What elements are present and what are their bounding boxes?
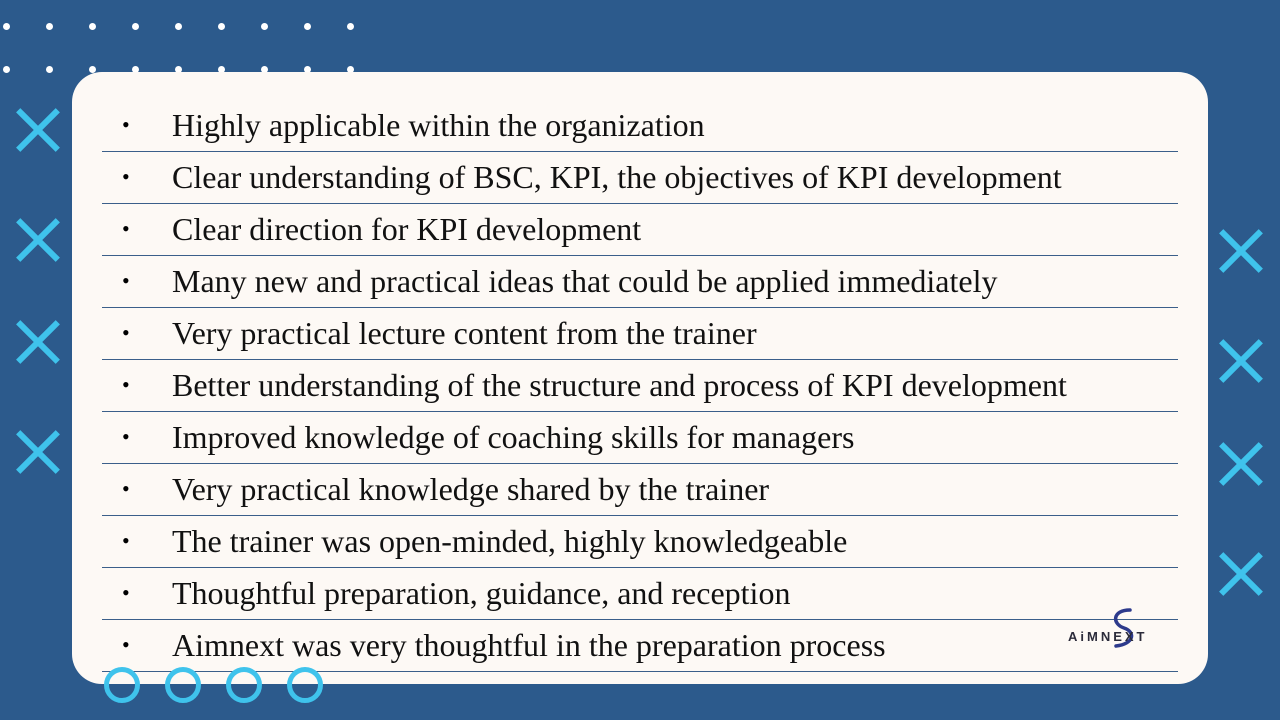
dot-decoration <box>132 23 139 30</box>
list-item-text: Clear direction for KPI development <box>172 211 642 247</box>
list-item-text: Improved knowledge of coaching skills for managers <box>172 419 855 455</box>
bullet-icon: • <box>122 528 130 553</box>
bullet-icon: • <box>122 632 130 657</box>
list-item <box>102 100 1178 152</box>
list-item-text: Clear understanding of BSC, KPI, the objectives of KPI development <box>172 159 1062 195</box>
list-item <box>102 568 1178 620</box>
bullet-icon: • <box>122 268 130 293</box>
circle-icon <box>226 667 262 703</box>
list-item-text: Highly applicable within the organization <box>172 107 705 143</box>
circle-icon <box>104 667 140 703</box>
list-item <box>102 152 1178 204</box>
x-mark-icon <box>15 107 61 153</box>
x-mark-icon <box>15 217 61 263</box>
dot-decoration <box>304 23 311 30</box>
dot-decoration <box>347 23 354 30</box>
list-item <box>102 516 1178 568</box>
dot-decoration <box>46 66 53 73</box>
x-mark-icon <box>1218 228 1264 274</box>
list-item <box>102 256 1178 308</box>
x-mark-icon <box>1218 551 1264 597</box>
list-item-text: Very practical knowledge shared by the trainer <box>172 471 770 507</box>
dot-decoration <box>3 23 10 30</box>
dot-decoration <box>175 23 182 30</box>
aimnext-logo <box>1068 606 1180 650</box>
list-item-text: Thoughtful preparation, guidance, and reception <box>172 575 791 611</box>
dot-decoration <box>89 23 96 30</box>
bullet-icon: • <box>122 112 130 137</box>
list-item <box>102 204 1178 256</box>
x-mark-icon <box>1218 441 1264 487</box>
circle-icon <box>287 667 323 703</box>
x-mark-icon <box>15 319 61 365</box>
x-mark-icon <box>15 429 61 475</box>
bullet-icon: • <box>122 320 130 345</box>
x-mark-icon <box>1218 338 1264 384</box>
dot-decoration <box>3 66 10 73</box>
list-item-text: The trainer was open-minded, highly knowledgeable <box>172 523 848 559</box>
list-item-text: Very practical lecture content from the trainer <box>172 315 757 351</box>
circle-icon <box>165 667 201 703</box>
list-item-text: Many new and practical ideas that could be applied immediately <box>172 263 998 299</box>
bullet-icon: • <box>122 216 130 241</box>
list-item <box>102 412 1178 464</box>
list-item <box>102 464 1178 516</box>
feedback-card <box>72 72 1208 684</box>
list-item <box>102 308 1178 360</box>
svg-text:AiMNEXT: AiMNEXT <box>1068 629 1148 644</box>
dot-decoration <box>261 23 268 30</box>
dot-decoration <box>218 23 225 30</box>
list-item <box>102 360 1178 412</box>
bullet-icon: • <box>122 476 130 501</box>
dot-decoration <box>46 23 53 30</box>
feedback-list <box>102 100 1178 672</box>
bullet-icon: • <box>122 372 130 397</box>
bullet-icon: • <box>122 424 130 449</box>
bullet-icon: • <box>122 164 130 189</box>
list-item-text: Better understanding of the structure and process of KPI development <box>172 367 1067 403</box>
bullet-icon: • <box>122 580 130 605</box>
list-item-text: Aimnext was very thoughtful in the preparation process <box>172 627 886 663</box>
list-item <box>102 620 1178 672</box>
